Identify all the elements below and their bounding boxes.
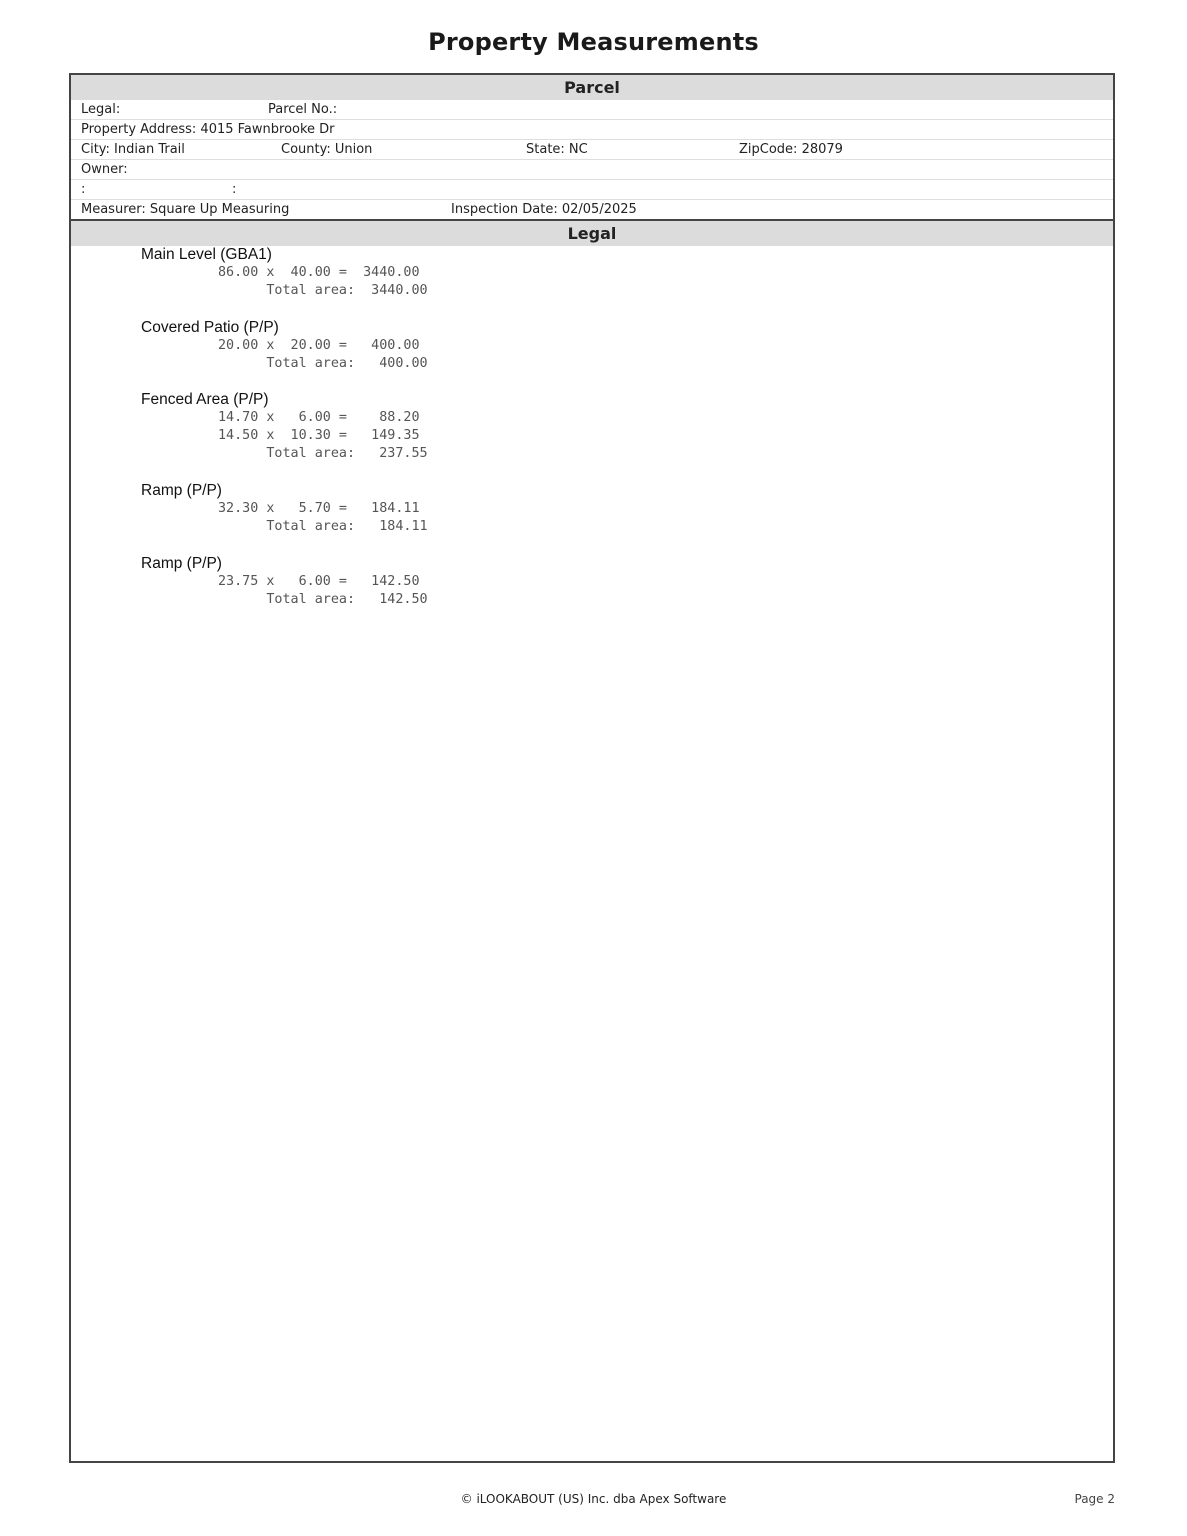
city: City: Indian Trail: [81, 142, 185, 157]
owner-label: Owner:: [81, 162, 128, 177]
area-group: [141, 555, 428, 609]
measurer: Measurer: Square Up Measuring: [81, 202, 290, 217]
address-row: [71, 120, 1113, 140]
blank-label-1: :: [81, 182, 86, 197]
legal-label: Legal:: [81, 102, 121, 117]
area-group: [141, 482, 428, 536]
area-name: Covered Patio (P/P): [141, 319, 279, 336]
parcel-no-label: Parcel No.:: [268, 102, 338, 117]
state: State: NC: [526, 142, 588, 157]
measurement-line: 14.50 x 10.30 = 149.35: [218, 428, 420, 443]
total-area-line: Total area: 237.55: [218, 446, 428, 461]
measurement-line: 86.00 x 40.00 = 3440.00: [218, 265, 420, 280]
total-area-line: Total area: 184.11: [218, 519, 428, 534]
area-name: Ramp (P/P): [141, 482, 222, 499]
page-number: Page 2: [1074, 1492, 1115, 1506]
county: County: Union: [281, 142, 373, 157]
property-address: Property Address: 4015 Fawnbrooke Dr: [81, 122, 335, 137]
area-group: [141, 246, 428, 300]
measurement-line: 14.70 x 6.00 = 88.20: [218, 410, 420, 425]
area-name: Main Level (GBA1): [141, 246, 272, 263]
area-name: Ramp (P/P): [141, 555, 222, 572]
parcel-header: Parcel: [71, 75, 1113, 100]
page-title: Property Measurements: [428, 28, 759, 56]
total-area-line: Total area: 3440.00: [218, 283, 428, 298]
measurement-frame: [69, 73, 1115, 1463]
inspection-date: Inspection Date: 02/05/2025: [451, 202, 637, 217]
zipcode: ZipCode: 28079: [739, 142, 843, 157]
measurement-line: 32.30 x 5.70 = 184.11: [218, 501, 420, 516]
location-row: [71, 140, 1113, 160]
measurer-row: [71, 200, 1113, 221]
legal-row: [71, 100, 1113, 120]
measurement-line: 23.75 x 6.00 = 142.50: [218, 574, 420, 589]
copyright-footer: © iLOOKABOUT (US) Inc. dba Apex Software: [460, 1492, 727, 1506]
total-area-line: Total area: 142.50: [218, 592, 428, 607]
blank-label-2: :: [232, 182, 237, 197]
blank-row: [71, 180, 1113, 200]
area-name: Fenced Area (P/P): [141, 391, 269, 408]
total-area-line: Total area: 400.00: [218, 356, 428, 371]
area-group: [141, 319, 428, 373]
legal-header: Legal: [71, 221, 1113, 246]
area-group: [141, 391, 428, 463]
measurement-line: 20.00 x 20.00 = 400.00: [218, 338, 420, 353]
owner-row: [71, 160, 1113, 180]
